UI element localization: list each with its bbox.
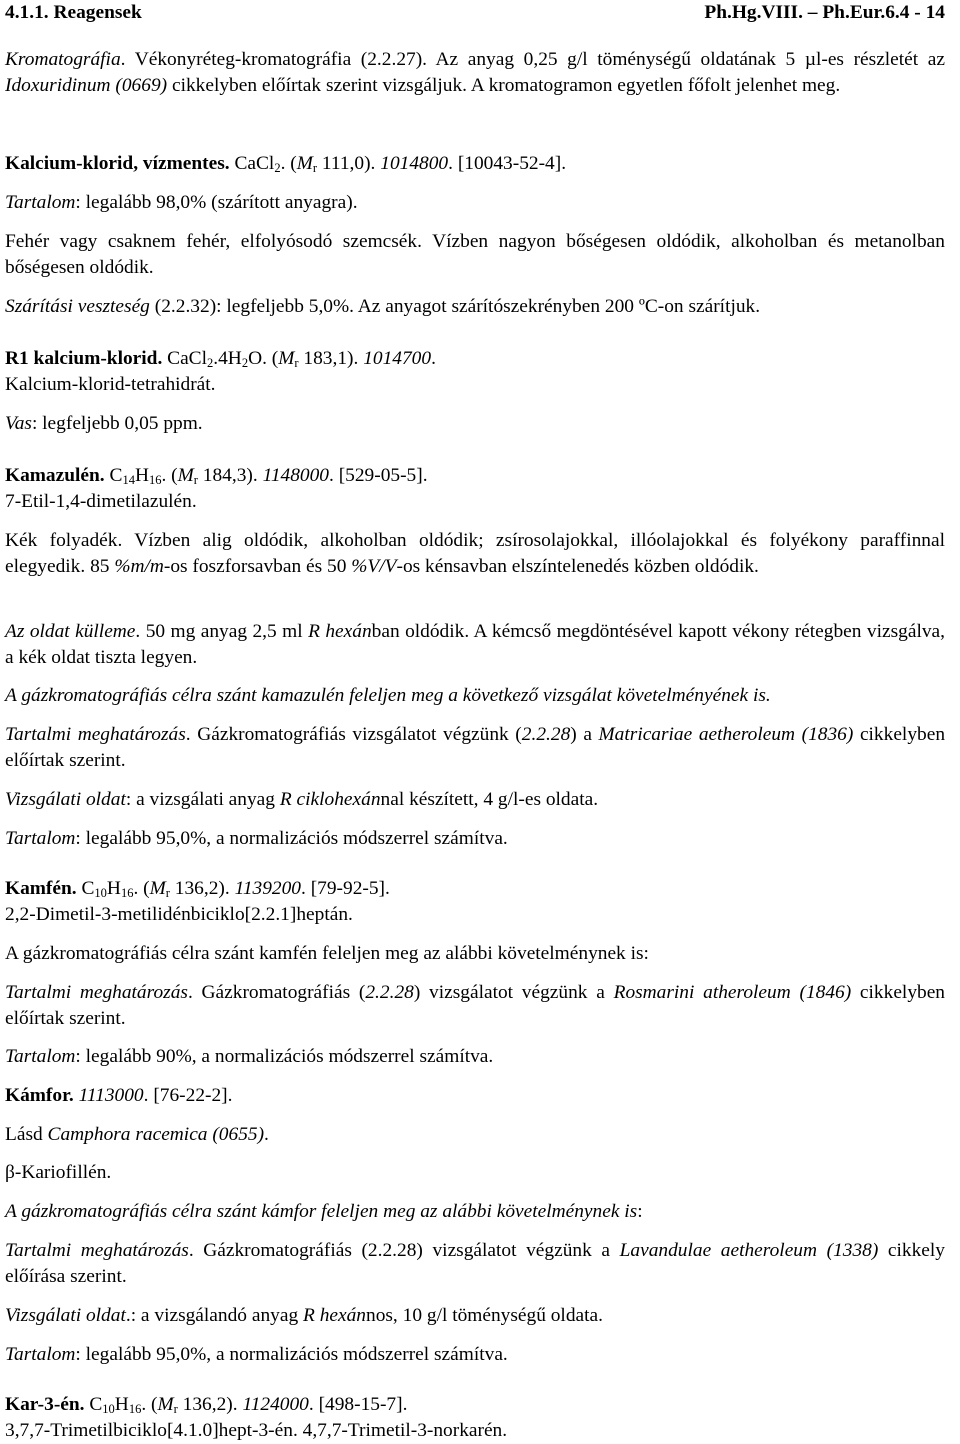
reagent-code: 1113000 — [78, 1085, 144, 1106]
reagent-ref: R hexán — [303, 1305, 366, 1326]
text: 183,1). — [298, 348, 364, 369]
kariofillen-gc-note — [5, 1199, 945, 1225]
ref: 2.2.28 — [521, 724, 571, 745]
text: : legfeljebb 0,05 ppm. — [31, 413, 203, 434]
text: . Vékonyréteg-kromatográfia ( — [120, 49, 368, 70]
test-label: Vizsgálati oldat — [5, 789, 126, 810]
subscript: 2 — [207, 356, 214, 370]
reagent-name: Kalcium-klorid, vízmentes. — [5, 153, 230, 174]
text: . 50 mg anyag 2,5 ml — [135, 621, 309, 642]
monograph-ref: Matricariae aetheroleum (1836) — [598, 724, 854, 745]
text: . — [431, 348, 436, 369]
subscript: 16 — [120, 886, 134, 900]
kamfen-title — [5, 876, 945, 902]
subscript: 10 — [102, 1402, 115, 1416]
content-label: Tartalom — [5, 828, 76, 849]
kamazulen-description — [5, 528, 945, 580]
text: -os kénsavban elszíntelenedés közben oldódik. — [396, 556, 759, 577]
subscript: 2 — [241, 356, 249, 370]
formula: H — [134, 465, 149, 486]
unit: %m/m — [114, 556, 164, 577]
appearance-label: Az oldat külleme — [5, 621, 136, 642]
kariofillen-content — [5, 1342, 945, 1368]
text: 136,2). — [169, 878, 235, 899]
ref: 2.2.27 — [367, 49, 416, 70]
iron-label: Vas — [5, 413, 32, 434]
text: . Gázkromatográfiás (2.2.28) vizsgálatot végzünk a — [188, 1240, 620, 1261]
formula: O. ( — [248, 348, 279, 369]
text: . [529-05-5]. — [329, 465, 428, 486]
subscript: r — [312, 161, 318, 175]
text: : a vizsgálati anyag — [125, 789, 280, 810]
formula: CaCl — [162, 348, 208, 369]
reagent-ref: R ciklohexán — [279, 789, 381, 810]
kamfen-synonym: 2,2-Dimetil-3-metilidénbiciklo[2.2.1]heptán. — [5, 904, 353, 925]
text: . ( — [161, 465, 178, 486]
text: . [76-22-2]. — [143, 1085, 233, 1106]
reagent-code: 1139200 — [234, 878, 301, 899]
kamfor-see — [5, 1122, 945, 1148]
mr: M — [278, 348, 295, 369]
text: . ( — [280, 153, 297, 174]
subscript: 16 — [128, 1402, 142, 1416]
text: : legalább 90%, a normalizációs módszerrel számítva. — [75, 1046, 494, 1067]
text: . Gázkromatográfiás ( — [187, 982, 366, 1003]
subscript: 10 — [94, 886, 107, 900]
reagent-ref: R hexán — [308, 621, 372, 642]
text: 111,0). — [317, 153, 381, 174]
text: . [10043-52-4]. — [448, 153, 567, 174]
text: : legalább 95,0%, a normalizációs módszerrel számítva. — [75, 828, 508, 849]
formula: H — [114, 1394, 129, 1415]
chromatography-paragraph — [5, 47, 945, 99]
text: . Gázkromatográfiás vizsgálatot végzünk ( — [185, 724, 522, 745]
text: 184,3). — [197, 465, 263, 486]
kariofillen-title: β-Kariofillén. — [5, 1162, 112, 1183]
text: .: a vizsgálandó anyag — [125, 1305, 303, 1326]
monograph-ref: Lavandulae aetheroleum (1338) — [619, 1240, 879, 1261]
kariofillen-test-solution — [5, 1303, 945, 1329]
kamazulen-gc-note — [5, 683, 945, 709]
kariofillen-assay — [5, 1238, 945, 1290]
content-label: Tartalom — [5, 192, 76, 213]
loss-label: Szárítási veszteség — [5, 296, 150, 317]
formula: C — [76, 878, 95, 899]
chromatography-label: Kromatográfia — [5, 49, 121, 70]
unit: %V/V — [351, 556, 397, 577]
cacl2-description: Fehér vagy csaknem fehér, elfolyósodó szemcsék. Vízben nagyon bőségesen oldódik, alkoholban és metanolban bőségesen oldódik. — [5, 231, 945, 278]
text: cikkelyben előírtak szerint vizsgáljuk. A kromatogramon egyetlen főfolt jelenhet meg. — [167, 75, 841, 96]
monograph-ref: Rosmarini atheroleum (1846) — [613, 982, 852, 1003]
subscript: 2 — [274, 161, 281, 175]
assay-label: Tartalmi meghatározás — [5, 724, 186, 745]
text: cikkely előírása szerint. — [5, 1240, 945, 1287]
header-section-title: 4.1.1. Reagensek — [5, 2, 142, 23]
text: . [498-15-7]. — [308, 1394, 408, 1415]
text: . ( — [133, 878, 150, 899]
text: . ( — [141, 1394, 158, 1415]
kamazulen-title — [5, 463, 945, 489]
gc-note: A gázkromatográfiás célra szánt kamazulén feleljen meg a következő vizsgálat követelményének is. — [5, 685, 771, 706]
ref: 2.2.32 — [161, 296, 210, 317]
mr: M — [177, 465, 194, 486]
monograph-ref: Idoxuridinum (0669) — [5, 75, 168, 96]
formula: C — [104, 465, 123, 486]
text: : — [637, 1201, 643, 1222]
text: ) vizsgálatot végzünk a — [413, 982, 614, 1003]
text: ). Az anyag 0,25 g/l töménységű oldatának 5 µl-es részletét az — [415, 49, 945, 70]
mr: M — [157, 1394, 174, 1415]
page-header — [5, 0, 945, 26]
reagent-name: Kámfor. — [5, 1085, 74, 1106]
kamazulen-synonym: 7-Etil-1,4-dimetilazulén. — [5, 491, 197, 512]
text: ban oldódik. A kémcső megdöntésével kapott vékony rétegben vizsgálva, a kék oldat tiszta legyen. — [5, 621, 945, 668]
r1-title — [5, 346, 945, 372]
subscript: r — [165, 886, 170, 900]
r1-iron — [5, 411, 945, 437]
text: ): legfeljebb 5,0%. Az anyagot szárítószekrényben 200 ºC-on szárítjuk. — [209, 296, 761, 317]
kar3en-title — [5, 1392, 945, 1418]
reagent-code: 1014800 — [380, 153, 449, 174]
mr: M — [149, 878, 166, 899]
content-label: Tartalom — [5, 1344, 76, 1365]
monograph-ref: Camphora racemica (0655) — [47, 1124, 265, 1145]
text: cikkelyben előírtak szerint. — [5, 724, 946, 771]
content-label: Tartalom — [5, 1046, 76, 1067]
assay-label: Tartalmi meghatározás — [5, 982, 188, 1003]
r1-synonym: Kalcium-klorid-tetrahidrát. — [5, 374, 216, 395]
text: nos, 10 g/l töménységű oldata. — [366, 1305, 603, 1326]
reagent-code: 1014700 — [363, 348, 432, 369]
subscript: 16 — [148, 473, 162, 487]
reagent-code: 1148000 — [262, 465, 330, 486]
cacl2-loss-on-drying — [5, 294, 945, 320]
assay-label: Tartalmi meghatározás — [5, 1240, 189, 1261]
header-edition: Ph.Hg.VIII. – Ph.Eur.6.4 - 14 — [704, 2, 945, 23]
subscript: r — [294, 356, 299, 370]
gc-note: A gázkromatográfiás célra szánt kámfor feleljen meg az alábbi követelménynek is — [5, 1201, 638, 1222]
text: Lásd — [5, 1124, 48, 1145]
kamazulen-test-solution — [5, 787, 945, 813]
text: nal készített, 4 g/l-es oldata. — [380, 789, 599, 810]
reagent-code: 1124000 — [242, 1394, 309, 1415]
kamfen-content — [5, 1044, 945, 1070]
subscript: r — [173, 1402, 178, 1416]
cacl2-content — [5, 190, 945, 216]
text: 136,2). — [177, 1394, 243, 1415]
text: cikkelyben előírtak szerint. — [5, 982, 946, 1029]
reagent-name: Kar-3-én. — [5, 1394, 85, 1415]
kamazulen-content — [5, 826, 945, 852]
kamazulen-appearance — [5, 619, 945, 671]
reagent-name: R1 kalcium-klorid. — [5, 348, 163, 369]
cacl2-title — [5, 151, 945, 177]
formula: H — [106, 878, 121, 899]
kamfen-gc-note: A gázkromatográfiás célra szánt kamfén feleljen meg az alábbi követelménynek is: — [5, 943, 649, 964]
reagent-name: Kamazulén. — [5, 465, 105, 486]
mr: M — [296, 153, 313, 174]
text: . [79-92-5]. — [301, 878, 390, 899]
subscript: r — [193, 473, 198, 487]
formula: C — [84, 1394, 103, 1415]
text: Kék folyadék. Vízben alig oldódik, alkoholban oldódik; zsírosolajokkal, illóolajokkal és folyékony paraffinnal elegyedik. 85 — [5, 530, 945, 577]
test-label: Vizsgálati oldat — [5, 1305, 126, 1326]
text: -os foszforsavban és 50 — [163, 556, 352, 577]
kar3en-synonym: 3,7,7-Trimetilbiciklo[4.1.0]hept-3-én. 4,7,7-Trimetil-3-norkarén. — [5, 1420, 508, 1441]
kamazulen-assay — [5, 722, 945, 774]
formula: CaCl — [229, 153, 275, 174]
subscript: 14 — [122, 473, 135, 487]
text: . — [264, 1124, 269, 1145]
kamfor-title — [5, 1083, 945, 1109]
text: : legalább 95,0%, a normalizációs módszerrel számítva. — [75, 1344, 508, 1365]
kamfen-assay — [5, 980, 945, 1032]
text: ( — [149, 296, 162, 317]
ref: 2.2.28 — [365, 982, 414, 1003]
formula: .4H — [213, 348, 242, 369]
reagent-name: Kamfén. — [5, 878, 77, 899]
text: ) a — [570, 724, 599, 745]
text: : legalább 98,0% (szárított anyagra). — [75, 192, 358, 213]
